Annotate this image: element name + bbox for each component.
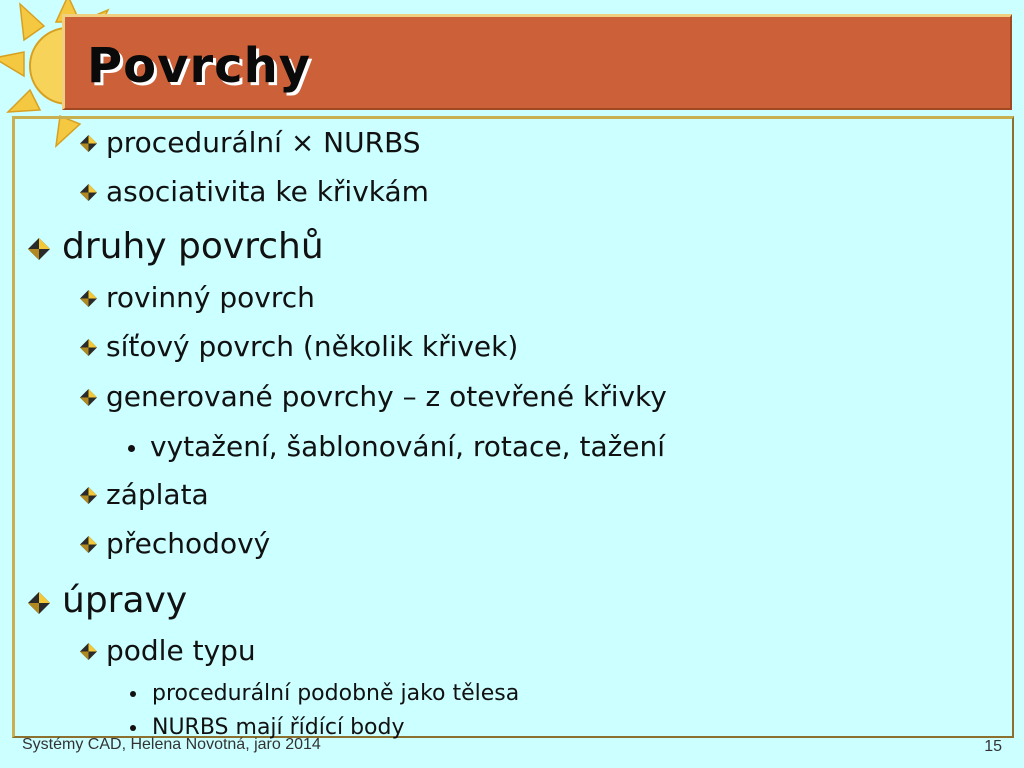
bullet-text: druhy povrchů <box>62 226 324 267</box>
bullet-text: asociativita ke křivkám <box>106 175 429 208</box>
arrow-bullet-icon <box>80 135 97 152</box>
bullet-dot-icon <box>130 725 136 731</box>
bullet-text: přechodový <box>106 527 271 560</box>
page-number: 15 <box>984 738 1002 755</box>
bullet-text: síťový povrch (několik křivek) <box>106 330 519 363</box>
arrow-bullet-icon <box>80 487 97 504</box>
arrow-bullet-icon <box>80 536 97 553</box>
arrow-bullet-icon <box>28 592 50 614</box>
arrow-bullet-icon <box>80 184 97 201</box>
bullet-dot-icon <box>130 691 136 697</box>
bullet-text: generované povrchy – z otevřené křivky <box>106 380 667 413</box>
footer-author: Systémy CAD, Helena Novotná, jaro 2014 <box>22 736 321 753</box>
bullet-text: procedurální × NURBS <box>106 126 421 159</box>
bullet-text: NURBS mají řídící body <box>152 715 405 740</box>
bullet-text: vytažení, šablonování, rotace, tažení <box>150 430 666 463</box>
bullet-text: úpravy <box>62 580 188 621</box>
bullet-text: procedurální podobně jako tělesa <box>152 681 520 706</box>
arrow-bullet-icon <box>80 389 97 406</box>
bullet-text: rovinný povrch <box>106 281 315 314</box>
bullet-dot-icon <box>128 445 135 452</box>
title-bar <box>62 14 1012 110</box>
arrow-bullet-icon <box>80 339 97 356</box>
bullet-text: podle typu <box>106 634 256 667</box>
arrow-bullet-icon <box>80 643 97 660</box>
bullet-text: záplata <box>106 478 209 511</box>
arrow-bullet-icon <box>80 290 97 307</box>
arrow-bullet-icon <box>28 238 50 260</box>
slide-title: Povrchy <box>87 38 312 94</box>
